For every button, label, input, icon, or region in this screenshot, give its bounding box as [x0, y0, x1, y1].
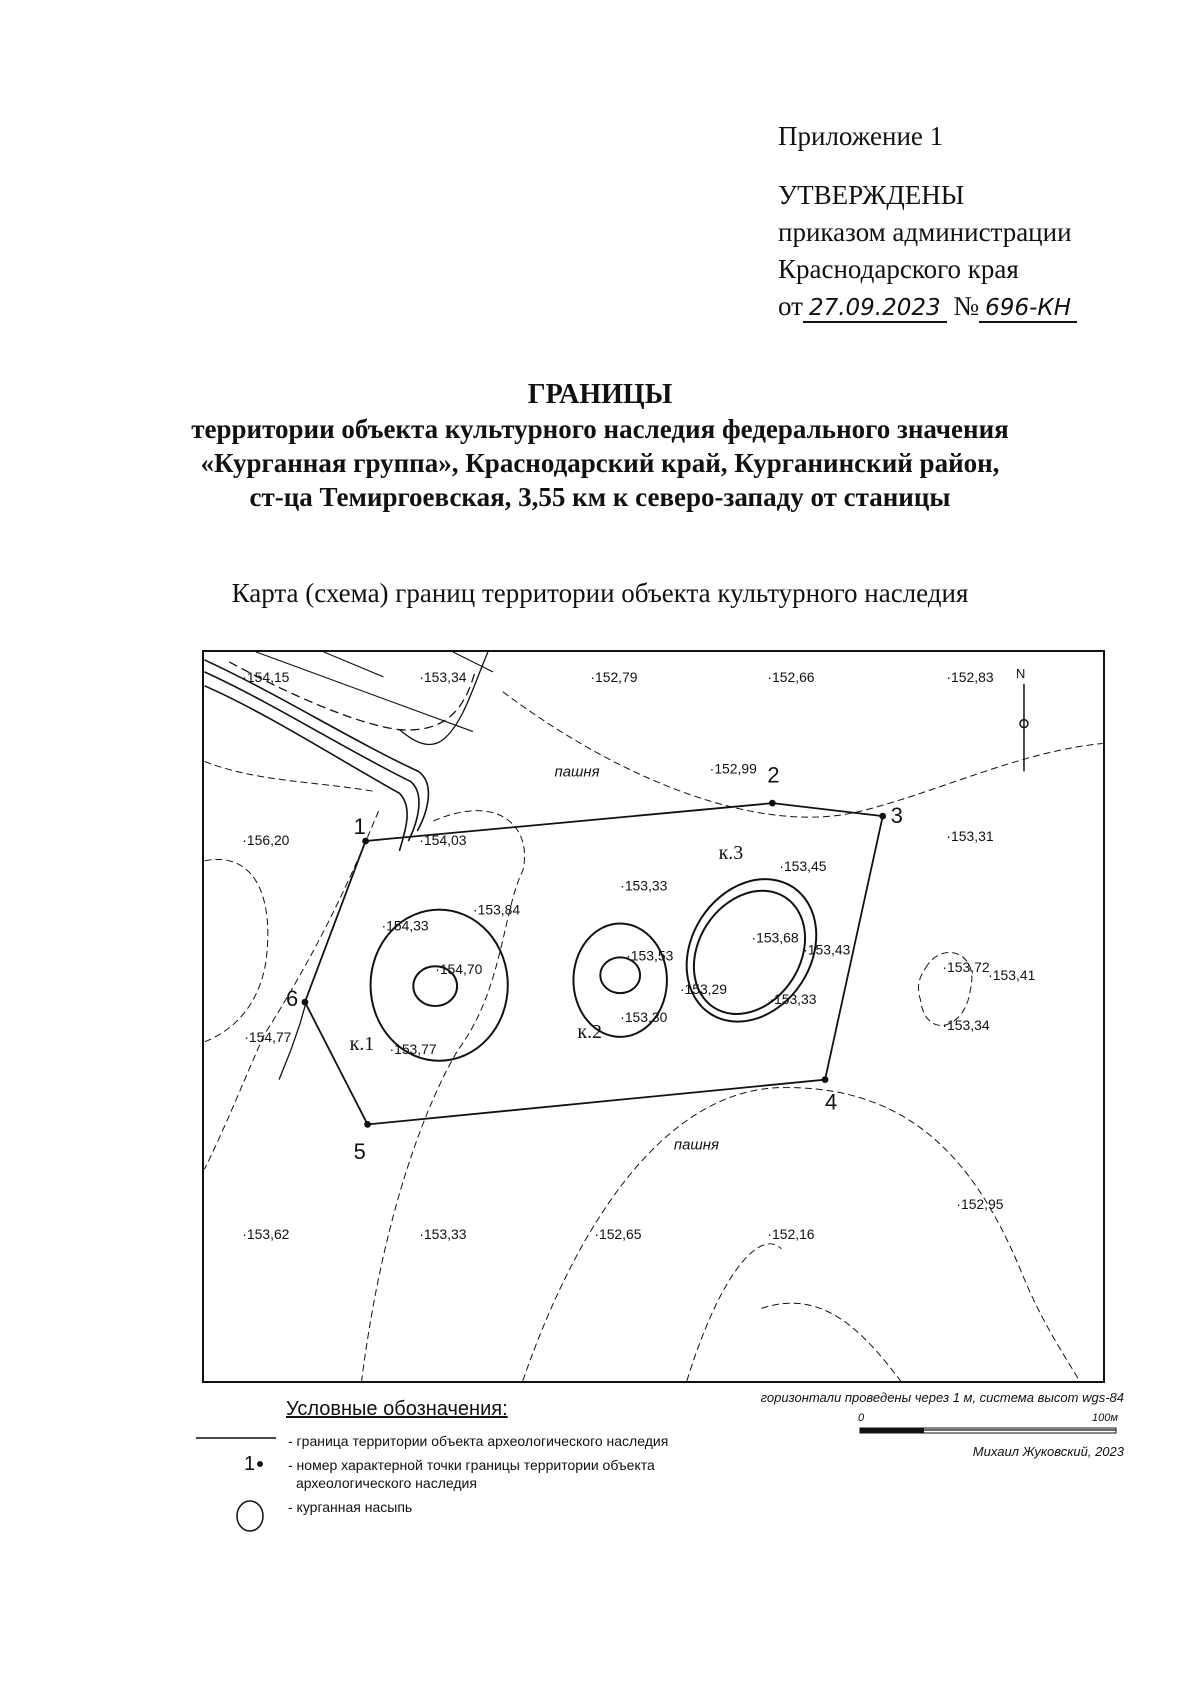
elevation-label: ·152,79	[590, 668, 638, 685]
approval-block	[778, 118, 1077, 325]
road	[204, 660, 428, 851]
elevation-label: ·153,72	[942, 959, 990, 976]
land-use-label: пашня	[673, 1137, 719, 1154]
handwritten-number: 696-КН	[979, 295, 1077, 323]
map-author: Михаил Жуковский, 2023	[972, 1444, 1124, 1459]
elevation-label: ·153,62	[242, 1225, 290, 1242]
legend-item-boundary: - граница территории объекта археологического наследия	[288, 1433, 669, 1449]
legend-title: Условные обозначения:	[286, 1398, 508, 1420]
elevation-label: ·152,16	[767, 1225, 815, 1242]
elevation-label: ·154,15	[242, 668, 290, 685]
elevation-label: ·153,84	[472, 901, 521, 918]
elevation-label: ·154,70	[435, 961, 483, 978]
boundary-point-marker	[879, 813, 886, 820]
approval-date-line	[778, 288, 1077, 325]
point-marker-symbol	[257, 1461, 263, 1467]
appendix-label: Приложение 1	[778, 121, 944, 151]
elevation-label: ·153,33	[769, 991, 817, 1008]
contours-note: горизонтали проведены через 1 м, система высот wgs-84	[760, 1390, 1124, 1405]
elevation-label: ·153,33	[419, 1225, 467, 1242]
land-use-label: пашня	[554, 764, 600, 781]
title-line-2: «Курганная группа», Краснодарский край, Курганинский район,	[200, 448, 1000, 478]
scale-end: 100м	[1092, 1412, 1118, 1424]
elevation-label: ·152,95	[956, 1195, 1004, 1212]
approval-line-1: приказом администрации	[778, 217, 1072, 247]
track-line	[399, 652, 488, 745]
legend-symbols	[196, 1428, 288, 1548]
elevation-label: ·153,30	[620, 1008, 668, 1025]
handwritten-date: 27.09.2023	[803, 295, 947, 323]
boundary-point-marker	[364, 1121, 371, 1128]
point-label-4: 4	[825, 1089, 838, 1115]
map-credits	[744, 1390, 1124, 1490]
elevation-label: ·153,41	[988, 967, 1036, 984]
mound-symbol	[237, 1501, 263, 1531]
boundary-point-marker	[302, 999, 309, 1006]
mound-label-3: к.3	[718, 841, 744, 864]
boundary-map	[202, 650, 1105, 1383]
elevation-label: ·153,68	[751, 929, 799, 946]
approval-line-2: Краснодарского края	[778, 254, 1019, 284]
number-prefix: №	[953, 291, 980, 321]
scale-bar	[854, 1408, 1124, 1442]
legend-item-point: - номер характерной точки границы территории объекта	[288, 1457, 655, 1473]
elevation-label: ·154,33	[381, 917, 429, 934]
legend-item-mound: - курганная насыпь	[288, 1499, 413, 1515]
approved-label: УТВЕРЖДЕНЫ	[778, 180, 965, 210]
point-number-sample: 1	[244, 1453, 256, 1475]
heritage-boundary	[305, 803, 883, 1124]
contour-lines	[204, 692, 1102, 1381]
map-legend	[196, 1398, 716, 1548]
scale-start: 0	[858, 1412, 865, 1424]
title-heading: ГРАНИЦЫ	[527, 379, 673, 410]
point-label-3: 3	[890, 803, 903, 829]
elevation-label: ·153,33	[620, 877, 668, 894]
elevation-label: ·154,03	[419, 831, 467, 848]
elevation-label: ·153,43	[803, 941, 851, 958]
point-label-6: 6	[286, 986, 299, 1012]
elevation-label: ·153,31	[946, 827, 994, 844]
elevation-label: ·154,77	[244, 1028, 292, 1045]
title-line-3: ст-ца Темиргоевская, 3,55 км к северо-западу от станицы	[249, 482, 951, 512]
elevation-label: ·152,83	[946, 668, 994, 685]
elevation-label: ·153,29	[679, 981, 728, 998]
point-label-5: 5	[353, 1139, 366, 1165]
mound-label-1: к.1	[349, 1032, 375, 1055]
boundary-point-marker	[769, 800, 776, 807]
title-line-1: территории объекта культурного наследия федерального значения	[191, 414, 1009, 444]
point-label-1: 1	[353, 814, 366, 840]
document-title	[0, 378, 1200, 514]
elevation-label: ·152,66	[767, 668, 815, 685]
boundary-point-marker	[822, 1076, 829, 1083]
elevation-label: ·152,65	[594, 1225, 642, 1242]
elevation-label: ·153,34	[942, 1016, 990, 1033]
mound-label-2: к.2	[577, 1020, 602, 1043]
map-caption: Карта (схема) границ территории объекта культурного наследия	[231, 578, 969, 608]
elevation-label: ·152,99	[709, 760, 757, 777]
map-canvas	[204, 652, 1103, 1381]
elevation-label: ·153,77	[389, 1040, 437, 1057]
elevation-label: ·153,34	[419, 668, 467, 685]
mound-contours	[371, 854, 843, 1060]
point-label-2: 2	[767, 762, 780, 788]
date-prefix: от	[778, 291, 803, 321]
field-lines	[256, 652, 493, 732]
elevation-label: ·153,53	[626, 947, 674, 964]
elevation-label: ·156,20	[242, 831, 290, 848]
legend-item-point-cont: археологического наследия	[296, 1475, 477, 1491]
north-label: N	[1016, 665, 1026, 681]
elevation-label: ·153,45	[779, 857, 827, 874]
